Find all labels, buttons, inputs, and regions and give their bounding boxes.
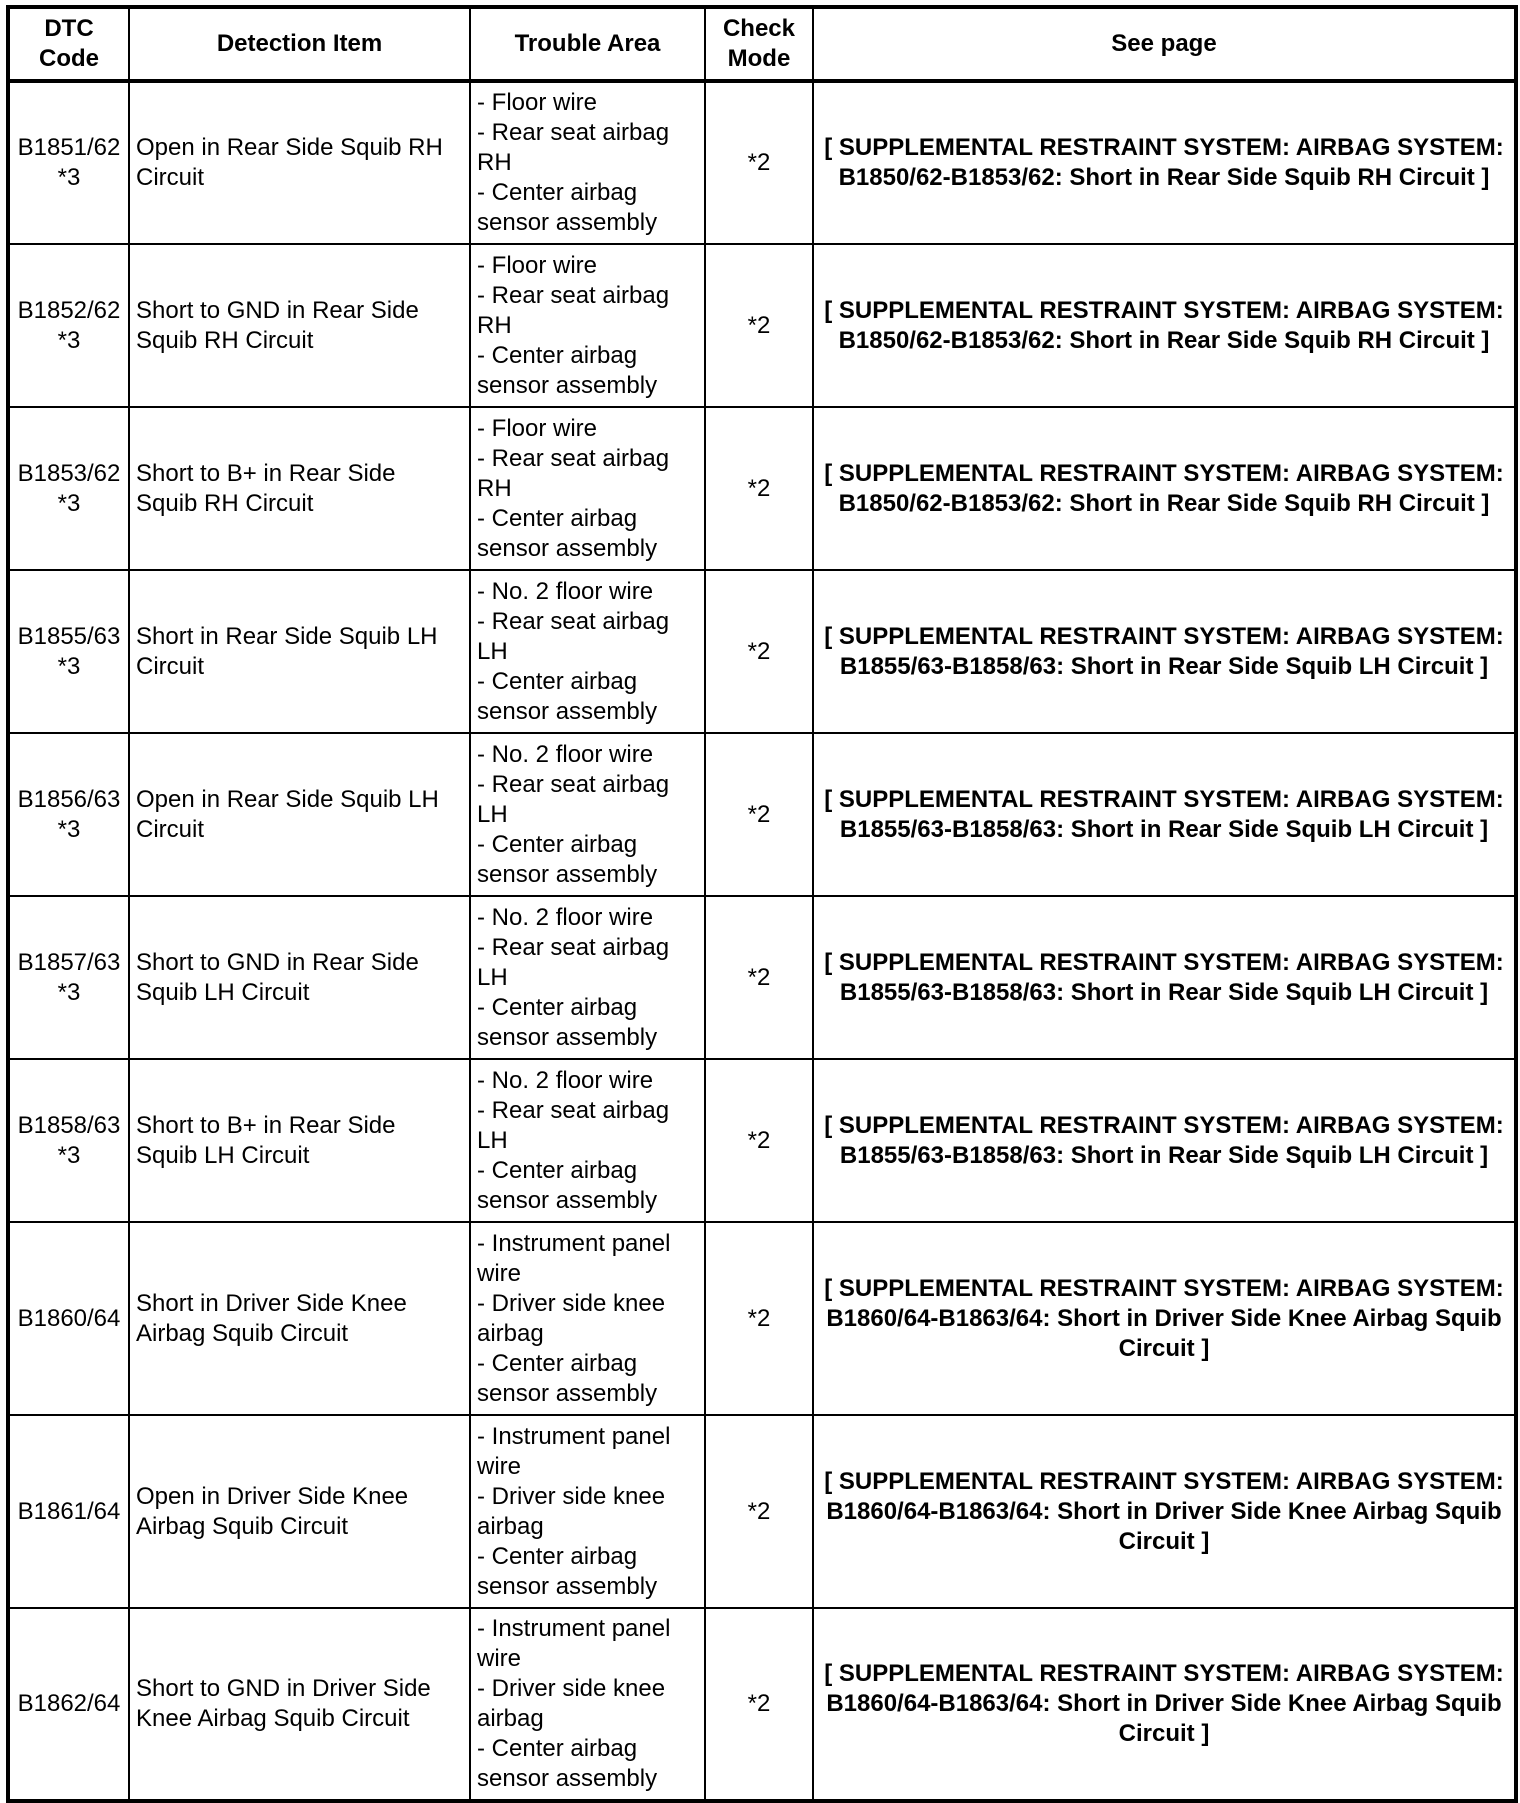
dtc-code-cell (8, 1608, 129, 1801)
dtc-code: B1860/64 (17, 1304, 121, 1332)
dtc-note: *3 (57, 1141, 81, 1169)
dtc-code-cell (8, 1059, 129, 1222)
table-header (8, 7, 1516, 81)
detection-item-cell: Short in Driver Side Knee Airbag Squib Circuit (129, 1222, 470, 1415)
dtc-code-cell (8, 733, 129, 896)
trouble-area-cell: - Instrument panel wire - Driver side knee airbag - Center airbag sensor assembly (470, 1608, 705, 1801)
header-dtc-code: DTC Code (8, 7, 129, 81)
detection-item-cell: Open in Rear Side Squib RH Circuit (129, 81, 470, 244)
dtc-code: B1855/63 (17, 622, 121, 650)
dtc-code: B1856/63 (17, 785, 121, 813)
dtc-code-cell (8, 407, 129, 570)
check-mode-cell: *2 (705, 1059, 813, 1222)
trouble-area-cell: - Instrument panel wire - Driver side knee airbag - Center airbag sensor assembly (470, 1415, 705, 1608)
see-page-link[interactable]: [ SUPPLEMENTAL RESTRAINT SYSTEM: AIRBAG SYSTEM: B1850/62-B1853/62: Short in Rear Side Squib RH Circuit ] (813, 244, 1516, 407)
table-row (8, 570, 1516, 733)
check-mode-cell: *2 (705, 1608, 813, 1801)
check-mode-cell: *2 (705, 81, 813, 244)
dtc-code-cell (8, 244, 129, 407)
see-page-link[interactable]: [ SUPPLEMENTAL RESTRAINT SYSTEM: AIRBAG SYSTEM: B1855/63-B1858/63: Short in Rear Side Squib LH Circuit ] (813, 733, 1516, 896)
detection-item-cell: Short to B+ in Rear Side Squib RH Circuit (129, 407, 470, 570)
dtc-code: B1858/63 (17, 1111, 121, 1139)
see-page-link[interactable]: [ SUPPLEMENTAL RESTRAINT SYSTEM: AIRBAG SYSTEM: B1850/62-B1853/62: Short in Rear Side Squib RH Circuit ] (813, 407, 1516, 570)
dtc-note: *3 (57, 489, 81, 517)
dtc-code: B1852/62 (17, 296, 121, 324)
detection-item-cell: Short in Rear Side Squib LH Circuit (129, 570, 470, 733)
dtc-code-cell (8, 896, 129, 1059)
table-row (8, 1059, 1516, 1222)
dtc-code-cell (8, 81, 129, 244)
dtc-code: B1862/64 (17, 1690, 121, 1717)
dtc-code: B1857/63 (17, 948, 121, 976)
dtc-code: B1853/62 (17, 459, 121, 487)
table-row (8, 81, 1516, 244)
header-detection-item: Detection Item (129, 7, 470, 81)
table-row (8, 1222, 1516, 1415)
check-mode-cell: *2 (705, 570, 813, 733)
trouble-area-cell: - Floor wire - Rear seat airbag RH - Center airbag sensor assembly (470, 81, 705, 244)
detection-item-cell: Short to GND in Driver Side Knee Airbag Squib Circuit (129, 1608, 470, 1801)
trouble-area-cell: - No. 2 floor wire - Rear seat airbag LH - Center airbag sensor assembly (470, 896, 705, 1059)
check-mode-cell: *2 (705, 1415, 813, 1608)
trouble-area-cell: - Instrument panel wire - Driver side knee airbag - Center airbag sensor assembly (470, 1222, 705, 1415)
check-mode-cell: *2 (705, 407, 813, 570)
check-mode-cell: *2 (705, 1222, 813, 1415)
dtc-code-cell (8, 1415, 129, 1608)
detection-item-cell: Open in Rear Side Squib LH Circuit (129, 733, 470, 896)
dtc-code: B1851/62 (17, 134, 121, 161)
dtc-note: *3 (57, 164, 81, 191)
table-row (8, 733, 1516, 896)
check-mode-cell: *2 (705, 244, 813, 407)
detection-item-cell: Short to GND in Rear Side Squib LH Circuit (129, 896, 470, 1059)
dtc-note: *3 (57, 326, 81, 354)
trouble-area-cell: - No. 2 floor wire - Rear seat airbag LH - Center airbag sensor assembly (470, 570, 705, 733)
dtc-note: *3 (57, 978, 81, 1006)
header-see-page: See page (813, 7, 1516, 81)
table-row (8, 1608, 1516, 1801)
header-trouble-area: Trouble Area (470, 7, 705, 81)
see-page-link[interactable]: [ SUPPLEMENTAL RESTRAINT SYSTEM: AIRBAG SYSTEM: B1850/62-B1853/62: Short in Rear Side Squib RH Circuit ] (813, 81, 1516, 244)
trouble-area-cell: - Floor wire - Rear seat airbag RH - Center airbag sensor assembly (470, 407, 705, 570)
trouble-area-cell: - Floor wire - Rear seat airbag RH - Center airbag sensor assembly (470, 244, 705, 407)
header-check-mode: Check Mode (705, 7, 813, 81)
dtc-note: *3 (57, 652, 81, 680)
see-page-link[interactable]: [ SUPPLEMENTAL RESTRAINT SYSTEM: AIRBAG SYSTEM: B1860/64-B1863/64: Short in Driver Side Knee Airbag Squib Circuit ] (813, 1415, 1516, 1608)
dtc-note: *3 (57, 815, 81, 843)
table-row (8, 407, 1516, 570)
see-page-link[interactable]: [ SUPPLEMENTAL RESTRAINT SYSTEM: AIRBAG SYSTEM: B1855/63-B1858/63: Short in Rear Side Squib LH Circuit ] (813, 570, 1516, 733)
check-mode-cell: *2 (705, 733, 813, 896)
see-page-link[interactable]: [ SUPPLEMENTAL RESTRAINT SYSTEM: AIRBAG SYSTEM: B1855/63-B1858/63: Short in Rear Side Squib LH Circuit ] (813, 1059, 1516, 1222)
detection-item-cell: Open in Driver Side Knee Airbag Squib Circuit (129, 1415, 470, 1608)
check-mode-cell: *2 (705, 896, 813, 1059)
dtc-code: B1861/64 (17, 1497, 121, 1525)
trouble-area-cell: - No. 2 floor wire - Rear seat airbag LH - Center airbag sensor assembly (470, 733, 705, 896)
dtc-table (6, 5, 1518, 1803)
trouble-area-cell: - No. 2 floor wire - Rear seat airbag LH - Center airbag sensor assembly (470, 1059, 705, 1222)
see-page-link[interactable]: [ SUPPLEMENTAL RESTRAINT SYSTEM: AIRBAG SYSTEM: B1855/63-B1858/63: Short in Rear Side Squib LH Circuit ] (813, 896, 1516, 1059)
see-page-link[interactable]: [ SUPPLEMENTAL RESTRAINT SYSTEM: AIRBAG SYSTEM: B1860/64-B1863/64: Short in Driver Side Knee Airbag Squib Circuit ] (813, 1222, 1516, 1415)
detection-item-cell: Short to GND in Rear Side Squib RH Circuit (129, 244, 470, 407)
see-page-link[interactable]: [ SUPPLEMENTAL RESTRAINT SYSTEM: AIRBAG SYSTEM: B1860/64-B1863/64: Short in Driver Side Knee Airbag Squib Circuit ] (813, 1608, 1516, 1801)
table-row (8, 896, 1516, 1059)
table-body (8, 81, 1516, 1801)
detection-item-cell: Short to B+ in Rear Side Squib LH Circuit (129, 1059, 470, 1222)
dtc-code-cell (8, 1222, 129, 1415)
dtc-code-cell (8, 570, 129, 733)
table-row (8, 1415, 1516, 1608)
table-row (8, 244, 1516, 407)
header-row (8, 7, 1516, 81)
